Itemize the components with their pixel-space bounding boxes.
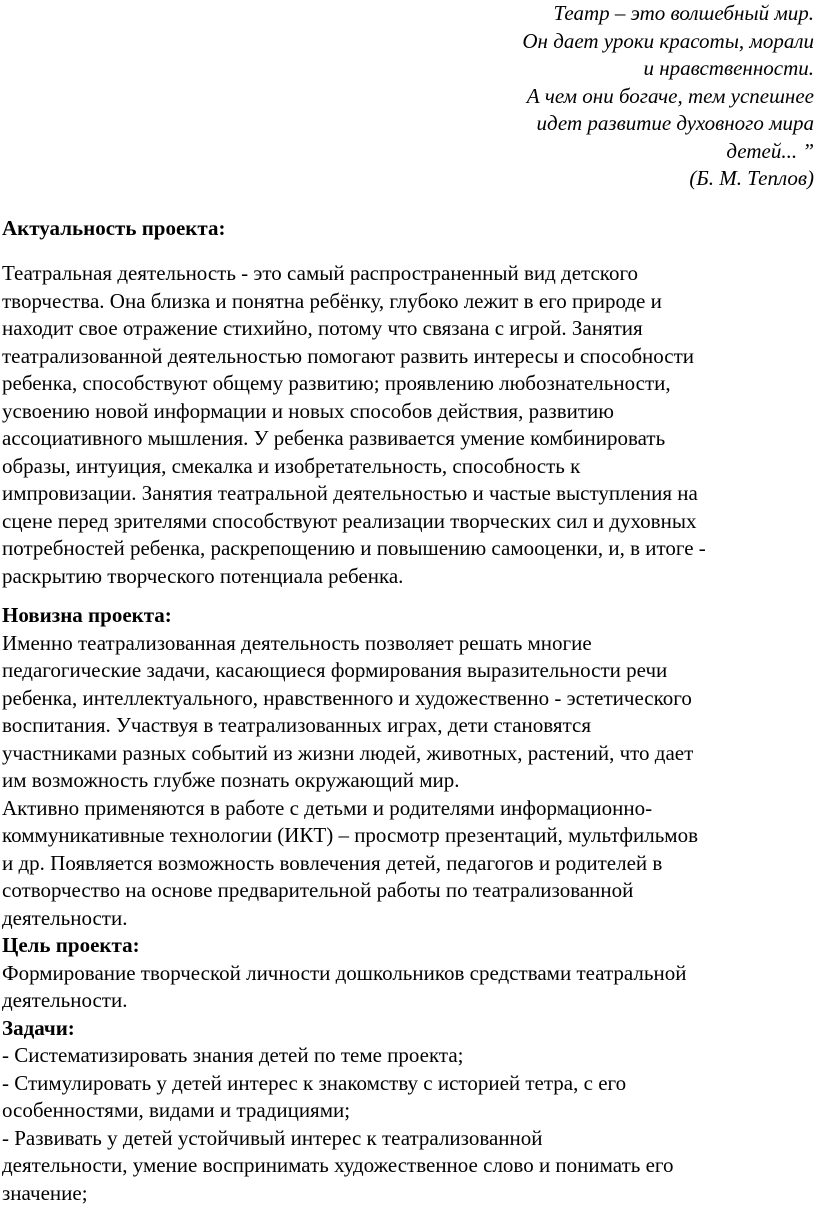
epigraph-quote xyxy=(2,0,816,193)
tasks-list xyxy=(2,1042,816,1207)
actuality-heading: Актуальность проекта: xyxy=(2,215,226,240)
paragraph-line: импровизации. Занятия театральной деятельностью и частые выступления на xyxy=(2,481,698,505)
goal-heading: Цель проекта: xyxy=(2,933,140,957)
paragraph-line: участниками разных событий из жизни людей, животных, растений, что дает xyxy=(2,740,694,765)
paragraph-line: Театральная деятельность - это самый распространенный вид детского xyxy=(2,261,639,285)
paragraph-line: раскрытию творческого потенциала ребенка. xyxy=(2,563,404,588)
task-item-continuation: значение; xyxy=(2,1180,88,1205)
paragraph-line: ассоциативного мышления. У ребенка развивается умение комбинировать xyxy=(2,426,666,450)
paragraph-line: деятельности. xyxy=(2,905,128,930)
paragraph-line: Именно театрализованная деятельность позволяет решать многие xyxy=(2,630,592,655)
paragraph-line: и др. Появляется возможность вовлечения детей, педагогов и родителей в xyxy=(2,850,663,875)
epigraph-line: Он дает уроки красоты, морали xyxy=(522,28,814,53)
paragraph-line: творчества. Она близка и понятна ребёнку, глубоко лежит в его природе и xyxy=(2,288,662,313)
paragraph-line: находит свое отражение стихийно, потому что связана с игрой. Занятия xyxy=(2,316,643,340)
paragraph-line: педагогические задачи, касающиеся формирования выразительности речи xyxy=(2,658,668,682)
paragraph-line: театрализованной деятельностью помогают развить интересы и способности xyxy=(2,343,695,368)
task-item: - Развивать у детей устойчивый интерес к театрализованной xyxy=(2,1125,543,1150)
novelty-paragraph xyxy=(2,630,816,933)
paragraph-line: им возможность глубже познать окружающий мир. xyxy=(2,768,460,792)
novelty-heading: Новизна проекта: xyxy=(2,603,172,627)
paragraph-line: Формирование творческой личности дошкольников средствами театральной xyxy=(2,960,687,985)
paragraph-line: ребенка, способствуют общему развитию; проявлению любознательности, xyxy=(2,371,671,395)
epigraph-line: Театр – это волшебный мир. xyxy=(553,1,814,25)
paragraph-line: воспитания. Участвуя в театрализованных играх, дети становятся xyxy=(2,713,592,737)
goal-paragraph xyxy=(2,960,816,1015)
task-item: - Стимулировать у детей интерес к знакомству с историей тетра, с его xyxy=(2,1070,627,1095)
paragraph-line: ребенка, интеллектуального, нравственного и художественно - эстетического xyxy=(2,685,692,710)
paragraph-line: усвоению новой информации и новых способов действия, развитию xyxy=(2,398,614,423)
tasks-heading: Задачи: xyxy=(2,1015,75,1040)
epigraph-line: детей... ” xyxy=(726,138,814,163)
paragraph-line: деятельности. xyxy=(2,988,128,1012)
task-item-continuation: особенностями, видами и традициями; xyxy=(2,1098,351,1122)
paragraph-line: сотворчество на основе предварительной работы по театрализованной xyxy=(2,878,634,902)
task-item: - Систематизировать знания детей по теме проекта; xyxy=(2,1043,464,1067)
task-item-continuation: деятельности, умение воспринимать художественное слово и понимать его xyxy=(2,1153,674,1177)
epigraph-attribution: (Б. М. Теплов) xyxy=(689,166,814,190)
paragraph-line: сцене перед зрителями способствуют реализации творческих сил и духовных xyxy=(2,508,697,533)
actuality-paragraph xyxy=(2,260,816,590)
epigraph-line: А чем они богаче, тем успешнее xyxy=(526,83,814,108)
epigraph-line: и нравственности. xyxy=(643,56,814,80)
epigraph-line: идет развитие духовного мира xyxy=(536,111,814,135)
paragraph-line: потребностей ребенка, раскрепощению и повышению самооценки, и, в итоге - xyxy=(2,536,706,560)
paragraph-line: коммуникативные технологии (ИКТ) – просмотр презентаций, мультфильмов xyxy=(2,823,699,847)
paragraph-line: образы, интуиция, смекалка и изобретательность, способность к xyxy=(2,453,581,478)
paragraph-line: Активно применяются в работе с детьми и родителями информационно- xyxy=(2,795,653,820)
